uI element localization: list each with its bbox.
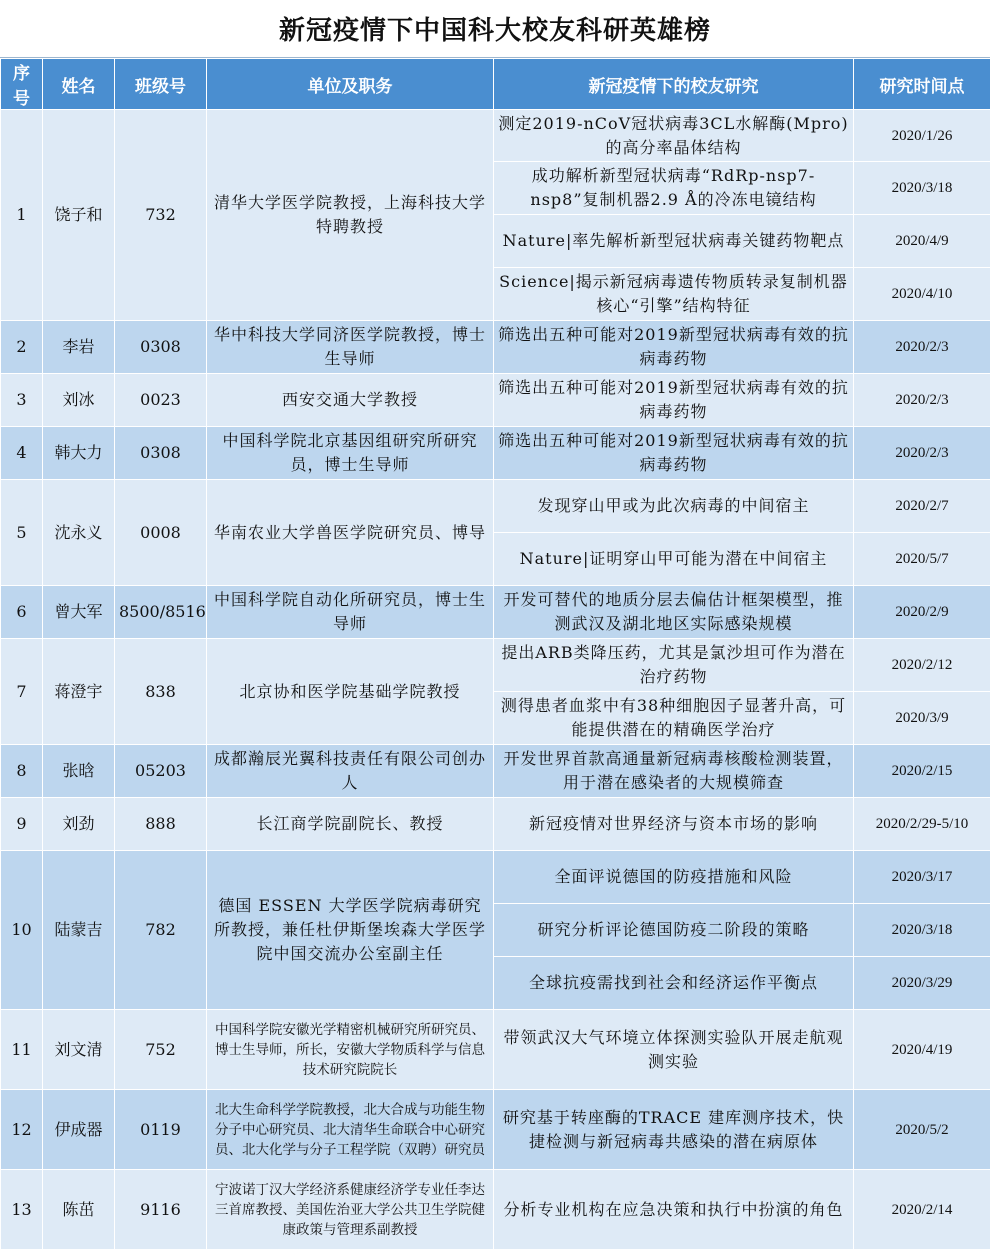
row-number: 6 [1, 586, 43, 639]
table-row [1, 480, 990, 533]
research-time: 2020/2/3 [854, 321, 990, 374]
unit-and-position: 华中科技大学同济医学院教授，博士生导师 [207, 321, 494, 374]
class-number: 0308 [115, 321, 207, 374]
row-number: 4 [1, 427, 43, 480]
table-row [1, 374, 990, 427]
class-number: 05203 [115, 745, 207, 798]
research-item: 成功解析新型冠状病毒“RdRp-nsp7-nsp8”复制机器2.9 Å的冷冻电镜结构 [494, 162, 854, 215]
research-item: 开发可替代的地质分层去偏估计框架模型，推测武汉及湖北地区实际感染规模 [494, 586, 854, 639]
row-number: 11 [1, 1010, 43, 1090]
header-row [1, 59, 990, 110]
row-number: 8 [1, 745, 43, 798]
person-name: 伊成器 [43, 1090, 115, 1170]
row-number: 2 [1, 321, 43, 374]
research-time: 2020/3/18 [854, 162, 990, 215]
row-number: 13 [1, 1170, 43, 1250]
table-row [1, 1090, 990, 1170]
research-time: 2020/5/2 [854, 1090, 990, 1170]
class-number: 0308 [115, 427, 207, 480]
research-time: 2020/2/29-5/10 [854, 798, 990, 851]
research-item: 发现穿山甲或为此次病毒的中间宿主 [494, 480, 854, 533]
research-item: Nature|率先解析新型冠状病毒关键药物靶点 [494, 215, 854, 268]
table-row [1, 1010, 990, 1090]
table-row [1, 798, 990, 851]
person-name: 韩大力 [43, 427, 115, 480]
research-item: 测定2019-nCoV冠状病毒3CL水解酶(Mpro)的高分率晶体结构 [494, 110, 854, 162]
research-item: 测得患者血浆中有38种细胞因子显著升高，可能提供潜在的精确医学治疗 [494, 692, 854, 745]
research-time: 2020/4/9 [854, 215, 990, 268]
unit-and-position: 清华大学医学院教授，上海科技大学特聘教授 [207, 110, 494, 321]
research-item: 全面评说德国的防疫措施和风险 [494, 851, 854, 904]
unit-and-position: 中国科学院自动化所研究员，博士生导师 [207, 586, 494, 639]
person-name: 刘劲 [43, 798, 115, 851]
table-row [1, 639, 990, 692]
table-title: 新冠疫情下中国科大校友科研英雄榜 [0, 0, 990, 58]
person-name: 蒋澄宇 [43, 639, 115, 745]
class-number: 9116 [115, 1170, 207, 1250]
table-row [1, 321, 990, 374]
research-item: Nature|证明穿山甲可能为潜在中间宿主 [494, 533, 854, 586]
person-name: 陆蒙吉 [43, 851, 115, 1010]
row-number: 10 [1, 851, 43, 1010]
research-item: 筛选出五种可能对2019新型冠状病毒有效的抗病毒药物 [494, 427, 854, 480]
unit-and-position: 中国科学院安徽光学精密机械研究所研究员、博士生导师，所长，安徽大学物质科学与信息技术研究院院长 [207, 1010, 494, 1090]
research-time: 2020/2/3 [854, 374, 990, 427]
person-name: 曾大军 [43, 586, 115, 639]
person-name: 刘冰 [43, 374, 115, 427]
unit-and-position: 宁波诺丁汉大学经济系健康经济学专业任李达三首席教授、美国佐治亚大学公共卫生学院健康政策与管理系副教授 [207, 1170, 494, 1250]
table-row [1, 427, 990, 480]
row-number: 9 [1, 798, 43, 851]
research-item: 提出ARB类降压药，尤其是氯沙坦可作为潜在治疗药物 [494, 639, 854, 692]
person-name: 刘文清 [43, 1010, 115, 1090]
header-time: 研究时间点 [854, 59, 990, 110]
table-row [1, 110, 990, 162]
alumni-research-table [0, 58, 990, 1250]
unit-and-position: 北京协和医学院基础学院教授 [207, 639, 494, 745]
class-number: 888 [115, 798, 207, 851]
research-time: 2020/3/29 [854, 957, 990, 1010]
person-name: 饶子和 [43, 110, 115, 321]
research-item: 研究分析评论德国防疫二阶段的策略 [494, 904, 854, 957]
class-number: 838 [115, 639, 207, 745]
research-time: 2020/4/19 [854, 1010, 990, 1090]
research-time: 2020/5/7 [854, 533, 990, 586]
table-row [1, 1170, 990, 1250]
unit-and-position: 成都瀚辰光翼科技责任有限公司创办人 [207, 745, 494, 798]
table-row [1, 851, 990, 904]
table-row [1, 586, 990, 639]
header-research: 新冠疫情下的校友研究 [494, 59, 854, 110]
class-number: 752 [115, 1010, 207, 1090]
research-time: 2020/2/7 [854, 480, 990, 533]
research-item: 开发世界首款高通量新冠病毒核酸检测装置，用于潜在感染者的大规模筛查 [494, 745, 854, 798]
unit-and-position: 北大生命科学学院教授，北大合成与功能生物分子中心研究员、北大清华生命联合中心研究员、北大化学与分子工程学院（双聘）研究员 [207, 1090, 494, 1170]
class-number: 732 [115, 110, 207, 321]
research-item: 带领武汉大气环境立体探测实验队开展走航观测实验 [494, 1010, 854, 1090]
research-item: 新冠疫情对世界经济与资本市场的影响 [494, 798, 854, 851]
research-item: 筛选出五种可能对2019新型冠状病毒有效的抗病毒药物 [494, 374, 854, 427]
header-class: 班级号 [115, 59, 207, 110]
unit-and-position: 华南农业大学兽医学院研究员、博导 [207, 480, 494, 586]
research-item: Science|揭示新冠病毒遗传物质转录复制机器核心“引擎”结构特征 [494, 268, 854, 321]
header-unit: 单位及职务 [207, 59, 494, 110]
unit-and-position: 长江商学院副院长、教授 [207, 798, 494, 851]
class-number: 8500/8516 [115, 586, 207, 639]
person-name: 张晗 [43, 745, 115, 798]
unit-and-position: 德国 ESSEN 大学医学院病毒研究所教授，兼任杜伊斯堡埃森大学医学院中国交流办公室副主任 [207, 851, 494, 1010]
row-number: 1 [1, 110, 43, 321]
class-number: 782 [115, 851, 207, 1010]
header-no: 序号 [1, 59, 43, 110]
class-number: 0008 [115, 480, 207, 586]
row-number: 5 [1, 480, 43, 586]
research-item: 研究基于转座酶的TRACE 建库测序技术，快捷检测与新冠病毒共感染的潜在病原体 [494, 1090, 854, 1170]
research-item: 全球抗疫需找到社会和经济运作平衡点 [494, 957, 854, 1010]
research-time: 2020/3/9 [854, 692, 990, 745]
research-time: 2020/4/10 [854, 268, 990, 321]
research-time: 2020/2/9 [854, 586, 990, 639]
research-time: 2020/2/3 [854, 427, 990, 480]
class-number: 0119 [115, 1090, 207, 1170]
person-name: 沈永义 [43, 480, 115, 586]
research-time: 2020/2/15 [854, 745, 990, 798]
class-number: 0023 [115, 374, 207, 427]
research-time: 2020/3/17 [854, 851, 990, 904]
person-name: 李岩 [43, 321, 115, 374]
table-row [1, 745, 990, 798]
row-number: 3 [1, 374, 43, 427]
research-time: 2020/2/12 [854, 639, 990, 692]
row-number: 12 [1, 1090, 43, 1170]
research-time: 2020/1/26 [854, 110, 990, 162]
header-name: 姓名 [43, 59, 115, 110]
research-item: 筛选出五种可能对2019新型冠状病毒有效的抗病毒药物 [494, 321, 854, 374]
unit-and-position: 西安交通大学教授 [207, 374, 494, 427]
research-item: 分析专业机构在应急决策和执行中扮演的角色 [494, 1170, 854, 1250]
research-time: 2020/2/14 [854, 1170, 990, 1250]
research-time: 2020/3/18 [854, 904, 990, 957]
row-number: 7 [1, 639, 43, 745]
unit-and-position: 中国科学院北京基因组研究所研究员，博士生导师 [207, 427, 494, 480]
person-name: 陈茁 [43, 1170, 115, 1250]
